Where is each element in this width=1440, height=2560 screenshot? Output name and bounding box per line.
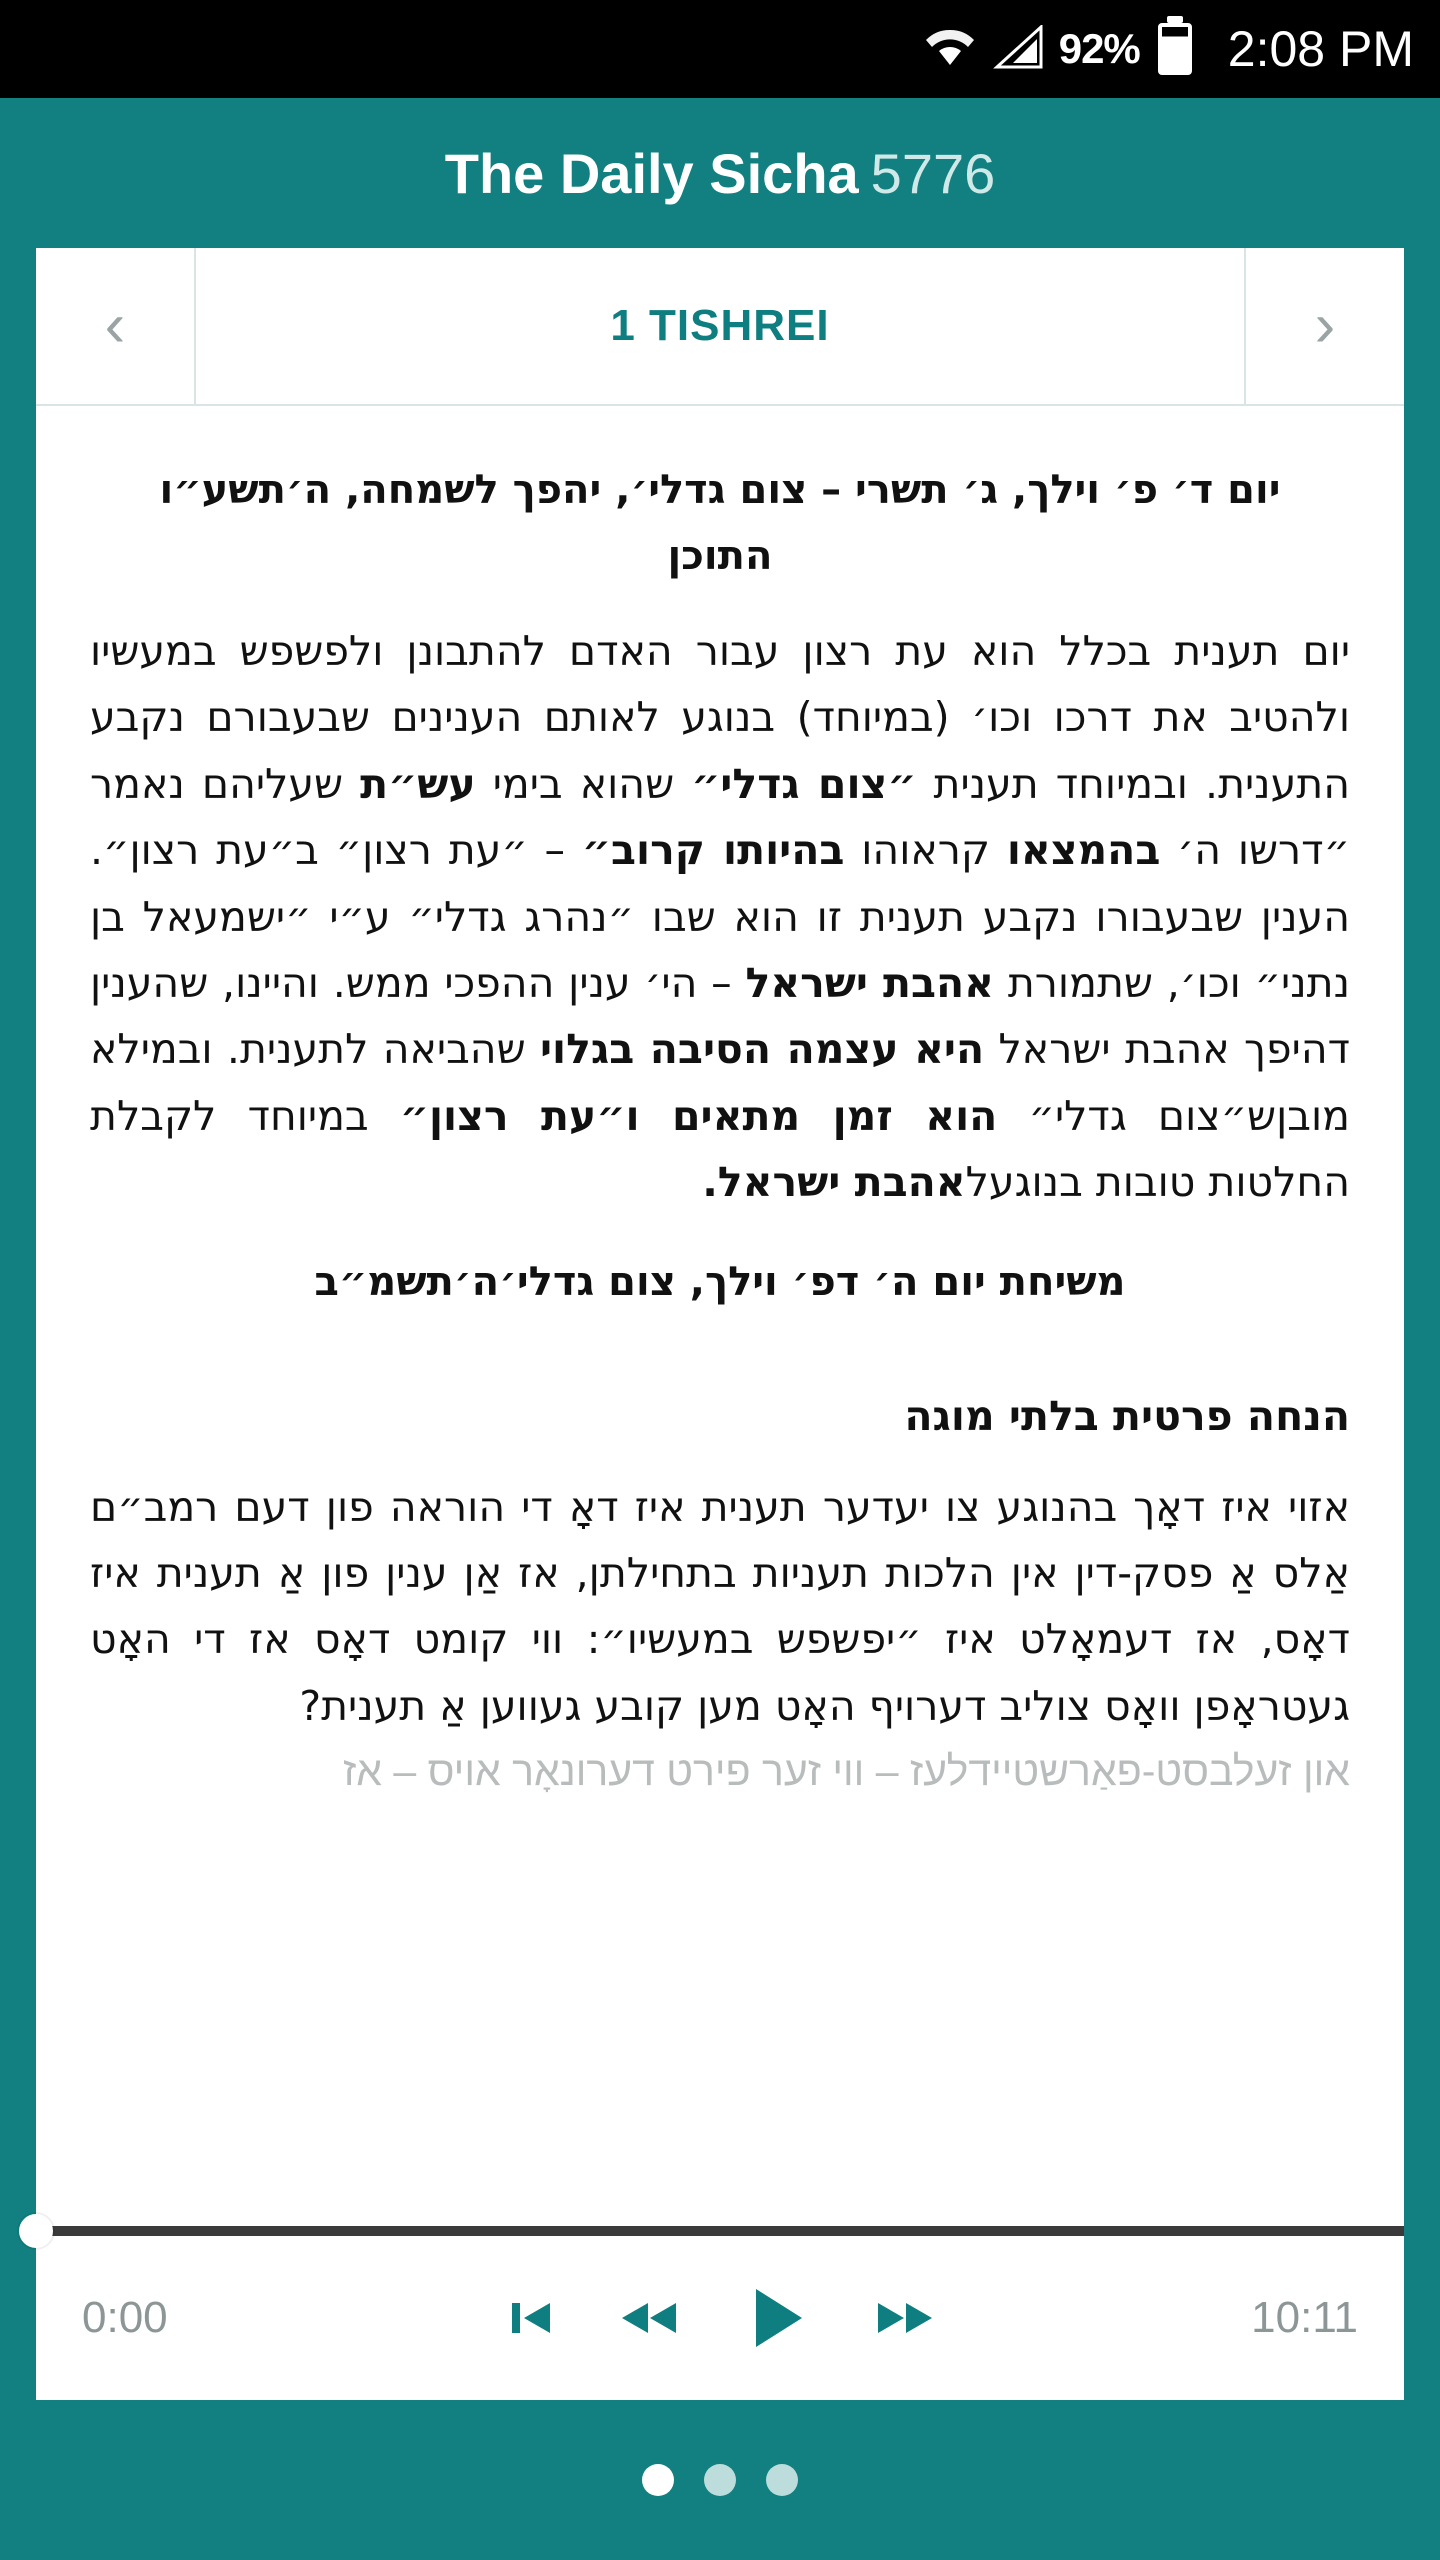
page-dot-2[interactable]: [704, 2464, 736, 2496]
audio-seek-handle[interactable]: [19, 2214, 53, 2248]
fast-forward-icon[interactable]: [872, 2289, 938, 2347]
audio-total-time: 10:11: [1251, 2293, 1358, 2342]
sicha-body-paragraph: [90, 618, 1350, 1216]
body-run: במיוחד לקבלת החלטות טובות בנוגעל: [90, 1091, 1350, 1207]
sicha-title-line-1: יום ד׳ פ׳ וילך, ג׳ תשרי – צום גדלי׳, יהפך לשמחה, ה׳תשע״ו: [159, 467, 1281, 513]
battery-percent-label: 92%: [1058, 25, 1140, 72]
status-clock: 2:08 PM: [1227, 21, 1414, 77]
sicha-section-heading: הנחה פרטית בלתי מוגה: [904, 1391, 1350, 1440]
wifi-icon: [923, 26, 977, 73]
body-run-bold: היא עצמה הסיבה בגלוי: [539, 1025, 985, 1074]
body-run-bold: הוא זמן מתאים ו״עת רצון״: [399, 1091, 998, 1140]
sicha-source-citation: משיחת יום ה׳ דפ׳ וילך, צום גדלי׳ה׳תשמ״ב: [314, 1258, 1126, 1305]
body-run: – הי׳ ענין ההפכי ממש. והיינו, שהענין דהיפך אהבת ישראל: [90, 959, 1350, 1074]
audio-controls-group: [272, 2279, 1168, 2357]
sicha-yiddish-paragraph: אזוי איז דאָך בהנוגע צו יעדער תענית איז דאָ די הוראה פון דעם רמב״ם אַלס אַ פסק-דין אין הלכות תעניות בתחילתן, אז אַן ענין פון אַ תענית איז דאָס, אז דעמאָלט איז ״יפשפש במעשיו״: ווי קומט דאָס אז די האָט געטראָפן וואָס צוליב דערויף האָט מען קובע געווען אַ תענית?: [90, 1482, 1350, 1730]
page-dot-1[interactable]: [642, 2464, 674, 2496]
rewind-icon[interactable]: [616, 2289, 682, 2347]
app-title-year: 5776: [870, 141, 996, 205]
body-run: שעליהם נאמר ״דרשו ה׳: [90, 759, 1350, 875]
next-day-button[interactable]: ›: [1244, 248, 1404, 404]
body-run: – ״עת רצון״ ב״עת רצון״. הענין שבעבורו נקבע תענית זו הוא שבו ״נהרג גדלי״ ע״י ״ישמעאל בן נתני״ וכו׳, שתמורת: [90, 826, 1351, 1008]
app-title-text: The Daily Sicha: [444, 141, 859, 205]
current-date-label[interactable]: 1 TISHREI: [610, 301, 830, 350]
body-run-bold: בהמצאו: [1006, 826, 1161, 875]
date-navigation-bar: [36, 248, 1404, 406]
body-run-bold: בהיותו קרוב״: [581, 826, 845, 875]
body-run-bold: ״צום גדלי״: [691, 759, 917, 808]
page-indicator: [0, 2400, 1440, 2560]
body-run: קראוהו: [844, 826, 1007, 875]
status-bar: [0, 0, 1440, 98]
body-run: שהביאה לתענית. ובמילא מובןש״צום גדלי״: [90, 1025, 1350, 1140]
app-header: [0, 98, 1440, 248]
page-title: [445, 141, 996, 206]
body-run: יום תענית בכלל הוא עת רצון עבור האדם להתבונן ולפשפש במעשיו ולהטיב את דרכו וכו׳ (במיוחד) בנוגע לאותם הענינים שבעבורם נקבע התענית. ובמיוחד תענית: [90, 627, 1350, 808]
audio-player: [36, 2226, 1404, 2400]
skip-previous-icon[interactable]: [502, 2289, 560, 2347]
cell-signal-icon: [993, 25, 1043, 74]
sicha-next-line-clipped: און זעלבסט-פאַרשטיידלעז – ווי זער פירט דערונאָר אויס – אז: [343, 1748, 1350, 1795]
status-icons-group: [923, 20, 1414, 78]
content-card: [36, 248, 1404, 2226]
sicha-title-line-2: התוכן: [667, 533, 773, 579]
body-run-bold: אהבת ישראל: [745, 959, 995, 1008]
previous-day-button[interactable]: ‹: [36, 248, 196, 404]
body-run: שהוא בימי: [475, 759, 692, 808]
page-dot-3[interactable]: [766, 2464, 798, 2496]
battery-icon: [1158, 23, 1192, 75]
audio-current-time: 0:00: [82, 2293, 168, 2342]
body-run-bold: אהבת ישראל.: [702, 1158, 966, 1207]
sicha-text-scroll-area[interactable]: [36, 406, 1404, 2226]
body-run-bold: עש״ת: [360, 759, 476, 808]
audio-seek-bar[interactable]: [36, 2226, 1404, 2236]
play-icon[interactable]: [738, 2279, 816, 2357]
audio-transport-bar: [36, 2236, 1404, 2400]
